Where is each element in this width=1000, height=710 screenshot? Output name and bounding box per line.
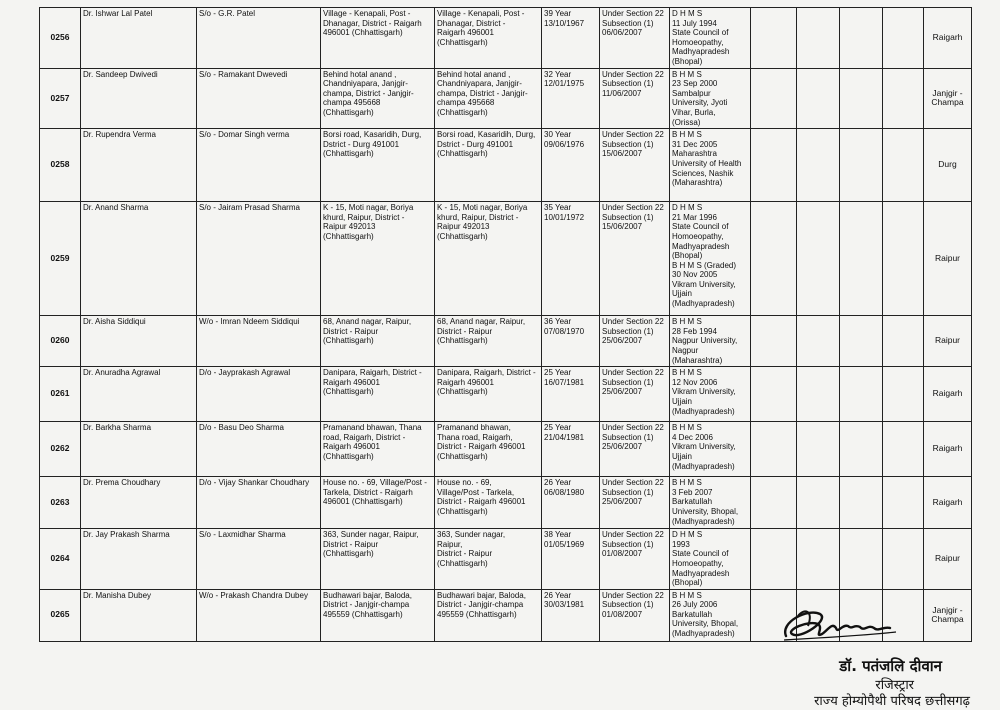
parent-spouse-name: W/o - Prakash Chandra Dubey (197, 589, 321, 641)
serial-number: 0265 (40, 589, 81, 641)
doctor-name: Dr. Manisha Dubey (81, 589, 197, 641)
correspondence-address: Danipara, Raigarh, District - Raigarh 496001 (Chhattisgarh) (435, 367, 542, 422)
permanent-address: House no. - 69, Village/Post - Tarkela, District - Raigarh 496001 (Chhattisgarh) (321, 477, 435, 529)
parent-spouse-name: S/o - Jairam Prasad Sharma (197, 202, 321, 316)
blank-cell (883, 367, 924, 422)
parent-spouse-name: S/o - Domar Singh verma (197, 129, 321, 202)
qualification: B H M S 4 Dec 2006 Vikram University, Ujjain (Madhyapradesh) (670, 422, 751, 477)
permanent-address: Village - Kenapali, Post - Dhanagar, District - Raigarh 496001 (Chhattisgarh) (321, 8, 435, 69)
table-row (40, 202, 972, 316)
table-row (40, 8, 972, 69)
blank-cell (840, 529, 883, 590)
serial-number: 0260 (40, 316, 81, 367)
age-dob: 26 Year 06/08/1980 (542, 477, 600, 529)
parent-spouse-name: S/o - Ramakant Dwevedi (197, 68, 321, 129)
age-dob: 39 Year 13/10/1967 (542, 8, 600, 69)
correspondence-address: 363, Sunder nagar, Raipur, District - Raipur (Chhattisgarh) (435, 529, 542, 590)
table-row (40, 529, 972, 590)
blank-cell (797, 477, 840, 529)
blank-cell (797, 316, 840, 367)
parent-spouse-name: W/o - Imran Ndeem Siddiqui (197, 316, 321, 367)
serial-number: 0258 (40, 129, 81, 202)
registrar-name: डॉ. पतंजलि दीवान (839, 657, 942, 675)
age-dob: 25 Year 16/07/1981 (542, 367, 600, 422)
table-row (40, 422, 972, 477)
doctor-name: Dr. Sandeep Dwivedi (81, 68, 197, 129)
doctor-name: Dr. Ishwar Lal Patel (81, 8, 197, 69)
age-dob: 38 Year 01/05/1969 (542, 529, 600, 590)
blank-cell (883, 529, 924, 590)
age-dob: 30 Year 09/06/1976 (542, 129, 600, 202)
district: Raigarh (924, 422, 972, 477)
parent-spouse-name: S/o - Laxmidhar Sharma (197, 529, 321, 590)
blank-cell (797, 529, 840, 590)
registration-section: Under Section 22 Subsection (1) 01/08/2007 (600, 529, 670, 590)
age-dob: 32 Year 12/01/1975 (542, 68, 600, 129)
permanent-address: Behind hotal anand , Chandniyapara, Janjgir- champa, District - Janjgir- champa 495668 (Chhattisgarh) (321, 68, 435, 129)
parent-spouse-name: S/o - G.R. Patel (197, 8, 321, 69)
doctor-name: Dr. Anand Sharma (81, 202, 197, 316)
qualification: B H M S 31 Dec 2005 Maharashtra University of Health Sciences, Nashik (Maharashtra) (670, 129, 751, 202)
blank-cell (797, 422, 840, 477)
table-row (40, 316, 972, 367)
blank-cell (883, 316, 924, 367)
age-dob: 35 Year 10/01/1972 (542, 202, 600, 316)
blank-cell (751, 529, 797, 590)
qualification: B H M S 28 Feb 1994 Nagpur University, Nagpur (Maharashtra) (670, 316, 751, 367)
blank-cell (751, 8, 797, 69)
blank-cell (797, 68, 840, 129)
doctor-name: Dr. Jay Prakash Sharma (81, 529, 197, 590)
serial-number: 0257 (40, 68, 81, 129)
district: Janjgir - Champa (924, 589, 972, 641)
permanent-address: K - 15, Moti nagar, Boriya khurd, Raipur, District - Raipur 492013 (Chhattisgarh) (321, 202, 435, 316)
permanent-address: 68, Anand nagar, Raipur, District - Raipur (Chhattisgarh) (321, 316, 435, 367)
blank-cell (883, 8, 924, 69)
blank-cell (751, 129, 797, 202)
parent-spouse-name: D/o - Jayprakash Agrawal (197, 367, 321, 422)
blank-cell (751, 316, 797, 367)
correspondence-address: Village - Kenapali, Post - Dhanagar, District - Raigarh 496001 (Chhattisgarh) (435, 8, 542, 69)
district: Durg (924, 129, 972, 202)
permanent-address: Danipara, Raigarh, District - Raigarh 496001 (Chhattisgarh) (321, 367, 435, 422)
blank-cell (840, 68, 883, 129)
serial-number: 0263 (40, 477, 81, 529)
permanent-address: Borsi road, Kasaridih, Durg, Dstrict - Durg 491001 (Chhattisgarh) (321, 129, 435, 202)
blank-cell (797, 202, 840, 316)
council-name: राज्य होम्योपैथी परिषद छत्तीसगढ़ (814, 694, 970, 709)
table-row (40, 367, 972, 422)
district: Janjgir - Champa (924, 68, 972, 129)
serial-number: 0264 (40, 529, 81, 590)
correspondence-address: K - 15, Moti nagar, Boriya khurd, Raipur, District - Raipur 492013 (Chhattisgarh) (435, 202, 542, 316)
blank-cell (883, 68, 924, 129)
correspondence-address: Budhawari bajar, Baloda, District - Janjgir-champa 495559 (Chhattisgarh) (435, 589, 542, 641)
serial-number: 0262 (40, 422, 81, 477)
district: Raipur (924, 202, 972, 316)
blank-cell (751, 367, 797, 422)
correspondence-address: Borsi road, Kasaridih, Durg, Dstrict - Durg 491001 (Chhattisgarh) (435, 129, 542, 202)
blank-cell (883, 477, 924, 529)
registration-section: Under Section 22 Subsection (1) 06/06/2007 (600, 8, 670, 69)
district: Raigarh (924, 8, 972, 69)
doctor-name: Dr. Rupendra Verma (81, 129, 197, 202)
registration-section: Under Section 22 Subsection (1) 25/06/2007 (600, 367, 670, 422)
qualification: B H M S 3 Feb 2007 Barkatullah University, Bhopal, (Madhyapradesh) (670, 477, 751, 529)
age-dob: 25 Year 21/04/1981 (542, 422, 600, 477)
registration-section: Under Section 22 Subsection (1) 25/06/2007 (600, 422, 670, 477)
table-row (40, 68, 972, 129)
blank-cell (797, 129, 840, 202)
correspondence-address: Behind hotal anand , Chandniyapara, Janjgir- champa, District - Janjgir- champa 495668 (Chhattisgarh) (435, 68, 542, 129)
blank-cell (883, 202, 924, 316)
registration-section: Under Section 22 Subsection (1) 11/06/2007 (600, 68, 670, 129)
doctor-name: Dr. Anuradha Agrawal (81, 367, 197, 422)
blank-cell (840, 367, 883, 422)
age-dob: 36 Year 07/08/1970 (542, 316, 600, 367)
blank-cell (751, 422, 797, 477)
permanent-address: Pramanand bhawan, Thana road, Raigarh, District - Raigarh 496001 (Chhattisgarh) (321, 422, 435, 477)
district: Raipur (924, 529, 972, 590)
blank-cell (751, 68, 797, 129)
doctor-name: Dr. Aisha Siddiqui (81, 316, 197, 367)
registrar-title: रजिस्ट्रार (875, 678, 914, 693)
qualification: B H M S 12 Nov 2006 Vikram University, Ujjain (Madhyapradesh) (670, 367, 751, 422)
blank-cell (840, 477, 883, 529)
permanent-address: 363, Sunder nagar, Raipur, District - Raipur (Chhattisgarh) (321, 529, 435, 590)
blank-cell (797, 367, 840, 422)
blank-cell (751, 477, 797, 529)
signature-image (778, 600, 918, 650)
table-row (40, 477, 972, 529)
qualification: B H M S 26 July 2006 Barkatullah University, Bhopal, (Madhyapradesh) (670, 589, 751, 641)
district: Raipur (924, 316, 972, 367)
doctor-name: Dr. Barkha Sharma (81, 422, 197, 477)
registration-section: Under Section 22 Subsection (1) 15/06/2007 (600, 202, 670, 316)
qualification: D H M S 21 Mar 1996 State Council of Homoeopathy, Madhyapradesh (Bhopal) B H M S (Graded) 30 Nov 2005 Vikram University, Ujjain (Madhyapradesh) (670, 202, 751, 316)
blank-cell (840, 316, 883, 367)
parent-spouse-name: D/o - Vijay Shankar Choudhary (197, 477, 321, 529)
blank-cell (840, 129, 883, 202)
district: Raigarh (924, 367, 972, 422)
blank-cell (840, 422, 883, 477)
qualification: D H M S 1993 State Council of Homoeopathy, Madhyapradesh (Bhopal) (670, 529, 751, 590)
parent-spouse-name: D/o - Basu Deo Sharma (197, 422, 321, 477)
blank-cell (751, 202, 797, 316)
registration-section: Under Section 22 Subsection (1) 15/06/2007 (600, 129, 670, 202)
blank-cell (840, 8, 883, 69)
serial-number: 0259 (40, 202, 81, 316)
district: Raigarh (924, 477, 972, 529)
qualification: B H M S 23 Sep 2000 Sambalpur University, Jyoti Vihar, Burla, (Orissa) (670, 68, 751, 129)
age-dob: 26 Year 30/03/1981 (542, 589, 600, 641)
blank-cell (883, 129, 924, 202)
permanent-address: Budhawari bajar, Baloda, District - Janjgir-champa 495559 (Chhattisgarh) (321, 589, 435, 641)
qualification: D H M S 11 July 1994 State Council of Homoeopathy, Madhyapradesh (Bhopal) (670, 8, 751, 69)
correspondence-address: House no. - 69, Village/Post - Tarkela, District - Raigarh 496001 (Chhattisgarh) (435, 477, 542, 529)
registration-section: Under Section 22 Subsection (1) 25/06/2007 (600, 316, 670, 367)
doctor-name: Dr. Prema Choudhary (81, 477, 197, 529)
correspondence-address: 68, Anand nagar, Raipur, District - Raipur (Chhattisgarh) (435, 316, 542, 367)
registration-section: Under Section 22 Subsection (1) 01/08/2007 (600, 589, 670, 641)
blank-cell (797, 8, 840, 69)
serial-number: 0261 (40, 367, 81, 422)
correspondence-address: Pramanand bhawan, Thana road, Raigarh, District - Raigarh 496001 (Chhattisgarh) (435, 422, 542, 477)
serial-number: 0256 (40, 8, 81, 69)
blank-cell (840, 202, 883, 316)
table-row (40, 129, 972, 202)
registration-section: Under Section 22 Subsection (1) 25/06/2007 (600, 477, 670, 529)
blank-cell (883, 422, 924, 477)
registration-table (39, 7, 972, 642)
